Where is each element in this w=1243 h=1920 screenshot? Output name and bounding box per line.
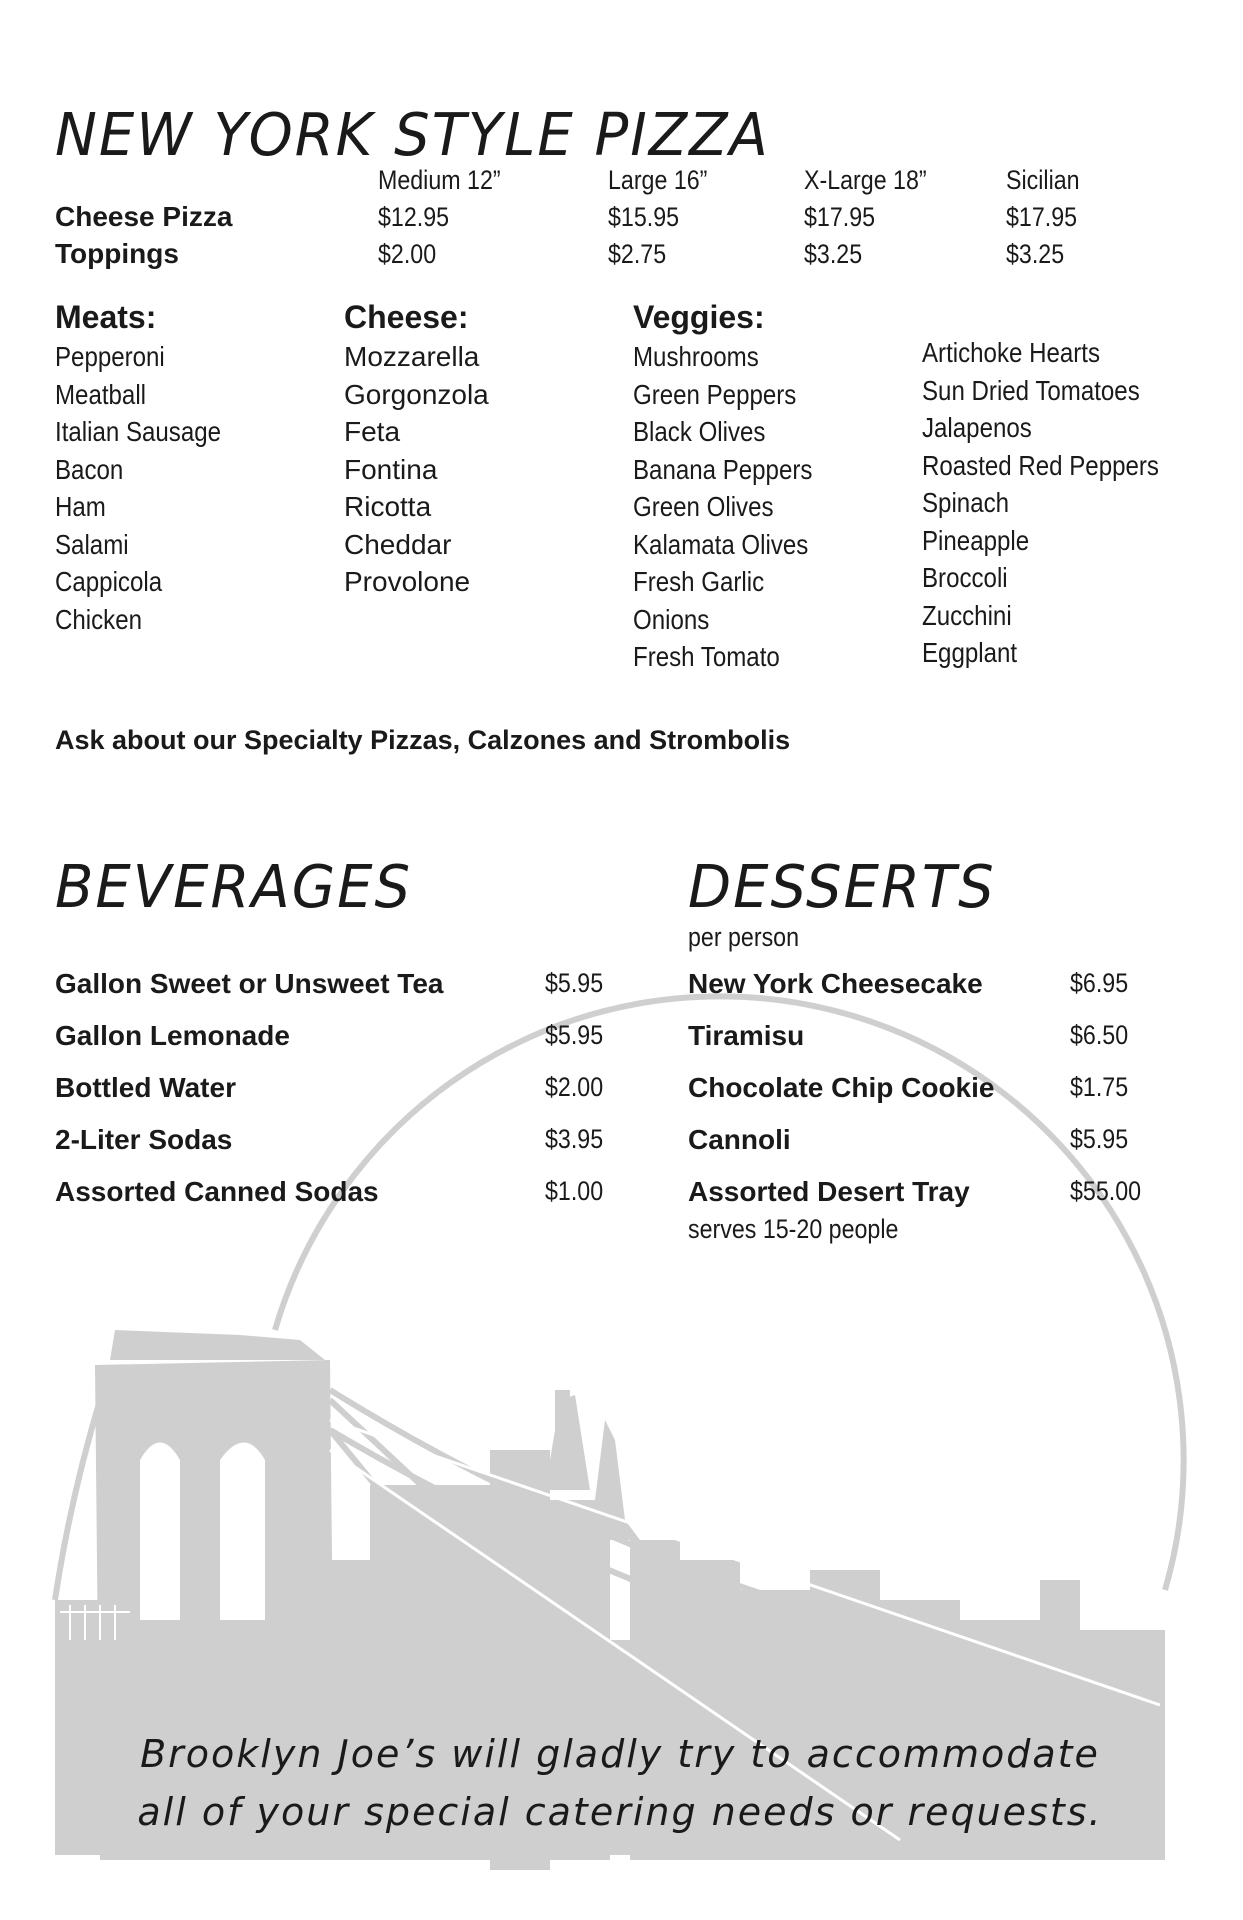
cheese-pizza-label: Cheese Pizza bbox=[55, 201, 233, 232]
dessert-tray-note: serves 15-20 people bbox=[688, 1214, 899, 1244]
beverage-name: 2-Liter Sodas bbox=[55, 1124, 233, 1155]
dessert-price: $1.75 bbox=[1070, 1072, 1129, 1102]
beverage-item bbox=[55, 1124, 625, 1176]
list-item: Black Olives bbox=[633, 416, 766, 447]
cheese-list bbox=[344, 338, 489, 601]
list-item: Green Peppers bbox=[633, 378, 797, 410]
catering-tagline-line2: all of your special catering needs or requests. bbox=[137, 1790, 1103, 1834]
list-item: Provolone bbox=[344, 566, 471, 597]
list-item: Ham bbox=[55, 491, 106, 522]
toppings-label: Toppings bbox=[55, 238, 179, 269]
list-item: Zucchini bbox=[922, 599, 1012, 631]
list-item: Meatball bbox=[55, 378, 147, 410]
veggies-heading: Veggies: bbox=[633, 299, 765, 335]
list-item: Bacon bbox=[55, 453, 124, 485]
list-item: Kalamata Olives bbox=[633, 528, 809, 560]
catering-tagline bbox=[120, 1725, 1120, 1841]
beverage-price: $5.95 bbox=[545, 968, 604, 998]
size-header-large: Large 16” bbox=[608, 165, 708, 195]
list-item: Pineapple bbox=[922, 524, 1030, 556]
list-item: Ricotta bbox=[344, 491, 432, 522]
toppings-price-sicilian: $3.25 bbox=[1006, 239, 1065, 269]
beverages-title: BEVERAGES bbox=[55, 853, 413, 922]
cheese-pizza-price-large: $15.95 bbox=[608, 202, 680, 232]
list-item: Sun Dried Tomatoes bbox=[922, 374, 1140, 406]
toppings-price-xlarge: $3.25 bbox=[804, 239, 863, 269]
dessert-name: Tiramisu bbox=[688, 1020, 805, 1051]
list-item: Eggplant bbox=[922, 637, 1018, 668]
list-item: Green Olives bbox=[633, 491, 774, 522]
list-item: Gorgonzola bbox=[344, 378, 489, 410]
dessert-price: $6.95 bbox=[1070, 968, 1129, 998]
size-header-xlarge: X-Large 18” bbox=[804, 165, 927, 195]
list-item: Roasted Red Peppers bbox=[922, 449, 1159, 481]
pizza-section-title: NEW YORK STYLE PIZZA bbox=[55, 101, 770, 170]
toppings-price-large: $2.75 bbox=[608, 239, 667, 269]
list-item: Spinach bbox=[922, 487, 1010, 518]
list-item: Fresh Garlic bbox=[633, 566, 765, 597]
list-item: Onions bbox=[633, 603, 710, 635]
dessert-price: $6.50 bbox=[1070, 1020, 1129, 1050]
dessert-item bbox=[688, 1072, 1188, 1124]
list-item: Broccoli bbox=[922, 562, 1008, 593]
desserts-title: DESSERTS bbox=[688, 853, 996, 922]
list-item: Chicken bbox=[55, 603, 143, 635]
beverage-name: Bottled Water bbox=[55, 1072, 236, 1103]
dessert-name: Chocolate Chip Cookie bbox=[688, 1072, 995, 1103]
beverage-name: Assorted Canned Sodas bbox=[55, 1176, 379, 1207]
beverage-item bbox=[55, 1072, 625, 1124]
dessert-name: New York Cheesecake bbox=[688, 968, 983, 999]
veggies-list-continued bbox=[922, 334, 1198, 672]
beverage-item bbox=[55, 968, 625, 1020]
beverage-price: $3.95 bbox=[545, 1124, 604, 1154]
list-item: Banana Peppers bbox=[633, 453, 813, 485]
beverage-price: $5.95 bbox=[545, 1020, 604, 1050]
list-item: Cappicola bbox=[55, 566, 163, 597]
cheese-heading: Cheese: bbox=[344, 299, 469, 335]
toppings-price-medium: $2.00 bbox=[378, 239, 437, 269]
list-item: Mushrooms bbox=[633, 341, 759, 372]
list-item: Fresh Tomato bbox=[633, 641, 780, 672]
dessert-price: $55.00 bbox=[1070, 1176, 1142, 1206]
beverage-item bbox=[55, 1176, 625, 1228]
dessert-item bbox=[688, 1124, 1188, 1176]
meats-heading: Meats: bbox=[55, 299, 157, 335]
specialty-pizza-note: Ask about our Specialty Pizzas, Calzones and Strombolis bbox=[55, 725, 791, 755]
dessert-price: $5.95 bbox=[1070, 1124, 1129, 1154]
beverage-name: Gallon Sweet or Unsweet Tea bbox=[55, 968, 444, 999]
beverage-price: $1.00 bbox=[545, 1176, 604, 1206]
list-item: Feta bbox=[344, 416, 401, 447]
list-item: Italian Sausage bbox=[55, 416, 222, 447]
beverage-price: $2.00 bbox=[545, 1072, 604, 1102]
dessert-item bbox=[688, 1020, 1188, 1072]
size-header-sicilian: Sicilian bbox=[1006, 165, 1080, 195]
beverage-name: Gallon Lemonade bbox=[55, 1020, 290, 1051]
desserts-subtitle: per person bbox=[688, 922, 800, 952]
cheese-pizza-price-sicilian: $17.95 bbox=[1006, 202, 1078, 232]
dessert-name: Assorted Desert Tray bbox=[688, 1176, 970, 1207]
beverage-item bbox=[55, 1020, 625, 1072]
list-item: Cheddar bbox=[344, 528, 452, 560]
meats-list bbox=[55, 338, 248, 638]
dessert-name: Cannoli bbox=[688, 1124, 791, 1155]
list-item: Salami bbox=[55, 528, 129, 560]
list-item: Artichoke Hearts bbox=[922, 337, 1100, 368]
list-item: Fontina bbox=[344, 453, 438, 485]
size-header-medium: Medium 12” bbox=[378, 165, 501, 195]
list-item: Mozzarella bbox=[344, 341, 480, 372]
dessert-item bbox=[688, 968, 1188, 1020]
list-item: Jalapenos bbox=[922, 412, 1032, 443]
cheese-pizza-price-medium: $12.95 bbox=[378, 202, 450, 232]
catering-tagline-line1: Brooklyn Joe’s will gladly try to accommodate bbox=[140, 1732, 1100, 1776]
veggies-list bbox=[633, 338, 842, 676]
cheese-pizza-price-xlarge: $17.95 bbox=[804, 202, 876, 232]
list-item: Pepperoni bbox=[55, 341, 165, 372]
